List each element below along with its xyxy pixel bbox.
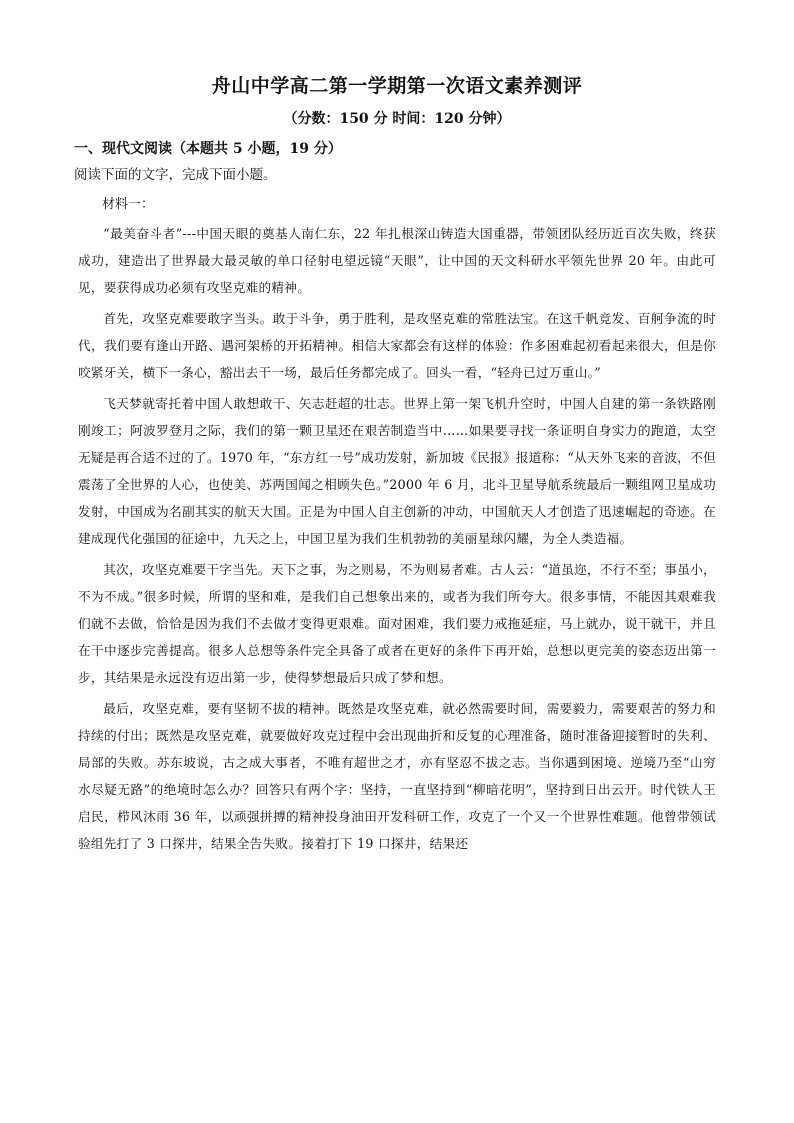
reading-instruction: 阅读下面的文字，完成下面小题。 <box>74 167 277 183</box>
section-heading: 一、现代文阅读（本题共 5 小题，19 分） <box>74 141 342 157</box>
paragraph: “最美奋斗者”---中国天眼的奠基人南仁东，22 年扎根深山铸造大国重器，带领团队经历近百次失败，终获成功，建造出了世界最大最灵敏的单口径射电望远镜“天眼”，让中国的天文科研水平领先世界 20 年。由此可见，要获得成功必须有攻坚克难的精神。 <box>78 226 716 295</box>
paragraph: 首先，攻坚克难要敢字当头。敢于斗争，勇于胜利，是攻坚克难的常胜法宝。在这千帆竞发、百舸争流的时代，我们要有逢山开路、遇河架桥的开拓精神。相信大家都会有这样的体验：作多困难起初看起来很大，但是你咬紧牙关，横下一条心，豁出去干一场，最后任务都完成了。回头一看，“轻舟已过万重山。” <box>78 311 716 380</box>
exam-info: （分数：150 分 时间：120 分钟） <box>283 111 511 127</box>
paragraph: 飞天梦就寄托着中国人敢想敢干、矢志赶超的壮志。世界上第一架飞机升空时，中国人自建的第一条铁路刚刚竣工；阿波罗登月之际，我们的第一颗卫星还在艰苦制造当中……如果要寻找一条证明自身实力的跑道，太空无疑是再合适不过的了。1970 年，“东方红一号”成功发射，新加坡《民报》报道称：“从天外飞来的音波，不但震荡了全世界的人心，也使美、苏两国闻之相顾失色。”2000 年 6 月，北斗卫星导航系统最后一颗组网卫星成功发射，中国成为名副其实的航天大国。正是为中国人自主创新的冲动，中国航天人才创造了迅速崛起的奇迹。在建成现代化强国的征途中，九天之上，中国卫星为我们生机勃勃的美丽星球闪耀，为全人类造福。 <box>78 396 716 546</box>
paragraph: 最后，攻坚克难，要有坚韧不拔的精神。既然是攻坚克难，就必然需要时间，需要毅力，需要艰苦的努力和持续的付出；既然是攻坚克难，就要做好攻克过程中会出现曲折和反复的心理准备，随时准备迎接暂时的失利、局部的失败。苏东坡说，古之成大事者，不唯有超世之才，亦有坚忍不拔之志。当你遇到困境、逆境乃至“山穷水尽疑无路”的绝境时怎么办？回答只有两个字：坚持，一直坚持到“柳暗花明”，坚持到日出云开。时代铁人王启民，栉风沐雨 36 年，以顽强拼搏的精神投身油田开发科研工作，攻克了一个又一个世界性难题。他曾带领试验组先打了 3 口探井，结果全告失败。接着打下 19 口探井，结果还 <box>78 701 716 851</box>
page-title: 舟山中学高二第一学期第一次语文素养测评 <box>211 75 583 97</box>
material-label: 材料一： <box>102 197 155 212</box>
paragraph: 其次，攻坚克难要干字当先。天下之事，为之则易，不为则易者难。古人云：“道虽迩，不行不至；事虽小，不为不成。”很多时候，所谓的坚和难，是我们自己想象出来的，或者为我们所夸大。很多事情，不能因其艰难我们就不去做，恰恰是因为我们不去做才变得更艰难。面对困难，我们要力戒拖延症，马上就办，说干就干，并且在干中逐步完善提高。很多人总想等条件完全具备了或者在更好的条件下再开始，总想以更完美的姿态迈出第一步，其结果是永远没有迈出第一步，使得梦想最后只成了梦和想。 <box>78 562 716 685</box>
